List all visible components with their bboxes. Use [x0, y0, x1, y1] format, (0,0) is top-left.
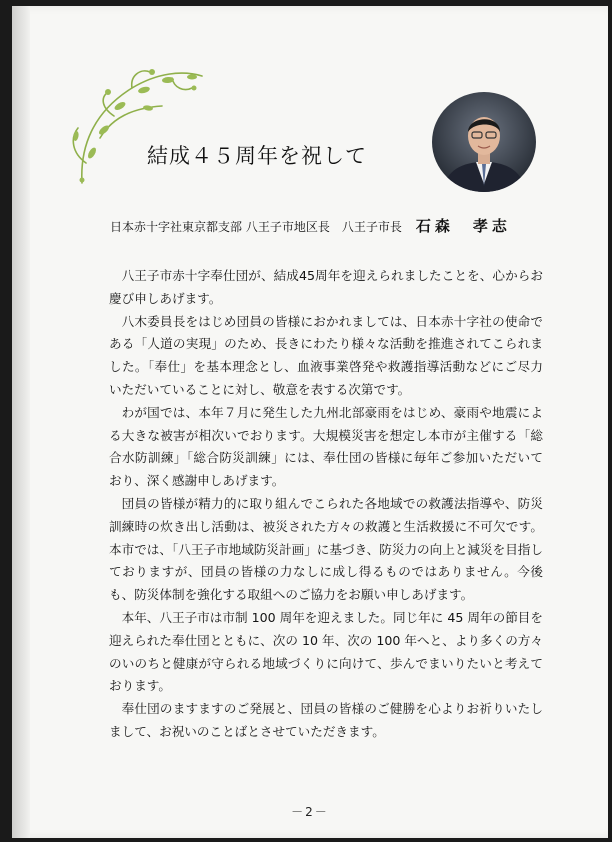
page-binding-edge: [12, 6, 30, 838]
author-portrait: [432, 92, 536, 192]
page-number: －2－: [291, 805, 329, 819]
portrait-photo-icon: [432, 92, 536, 192]
paragraph: 八木委員長をはじめ団員の皆様におかれましては、日本赤十字社の使命である「人道の実現」のため、長きにわたり様々な活動を推進されてこられました。「奉仕」を基本理念とし、血液事業啓発や救護指導活動などにご尽力いただいていることに対し、敬意を表する次第です。: [109, 313, 543, 397]
paragraph: 奉仕団のますますのご発展と、団員の皆様のご健勝を心よりお祈りいたしまして、お祝いのことばとさせていただきます。: [109, 701, 543, 739]
paragraph: 八王子市赤十字奉仕団が、結成45周年を迎えられましたことを、心からお慶び申しあげます。: [109, 268, 543, 306]
paragraph: 団員の皆様が精力的に取り組んでこられた各地域での救護法指導や、防災訓練時の炊き出し活動は、被災された方々の救護と生活救援に不可欠です。本市では、「八王子市地域防災計画」に基づき、防災力の向上と減災を目指しておりますが、団員の皆様の力なしに成し得るものではありません。今後も、防災体制を強化する取組へのご協力をお願い申しあげます。: [109, 495, 543, 603]
page-title: 結成４５周年を祝して: [147, 144, 367, 168]
document-page: [12, 6, 608, 838]
author-name: 石森 孝志: [415, 217, 511, 235]
paragraph: わが国では、本年７月に発生した九州北部豪雨をはじめ、豪雨や地震による大きな被害が相次いでおります。大規模災害を想定し本市が主催する「総合水防訓練」「総合防災訓練」には、奉仕団の皆様に毎年ご参加いただいており、深く感謝申しあげます。: [109, 404, 543, 489]
message-body: [109, 265, 543, 744]
paragraph: 本年、八王子市は市制 100 周年を迎えました。同じ年に 45 周年の節目を迎えられた奉仕団とともに、次の 10 年、次の 100 年へと、より多くの方々のいのちと健康が守られる地域づくりに向けて、歩んでまいりたいと考えております。: [109, 609, 543, 694]
author-affiliation: 日本赤十字社東京都支部 八王子市地区長 八王子市長: [110, 220, 402, 234]
author-line: [110, 215, 511, 236]
